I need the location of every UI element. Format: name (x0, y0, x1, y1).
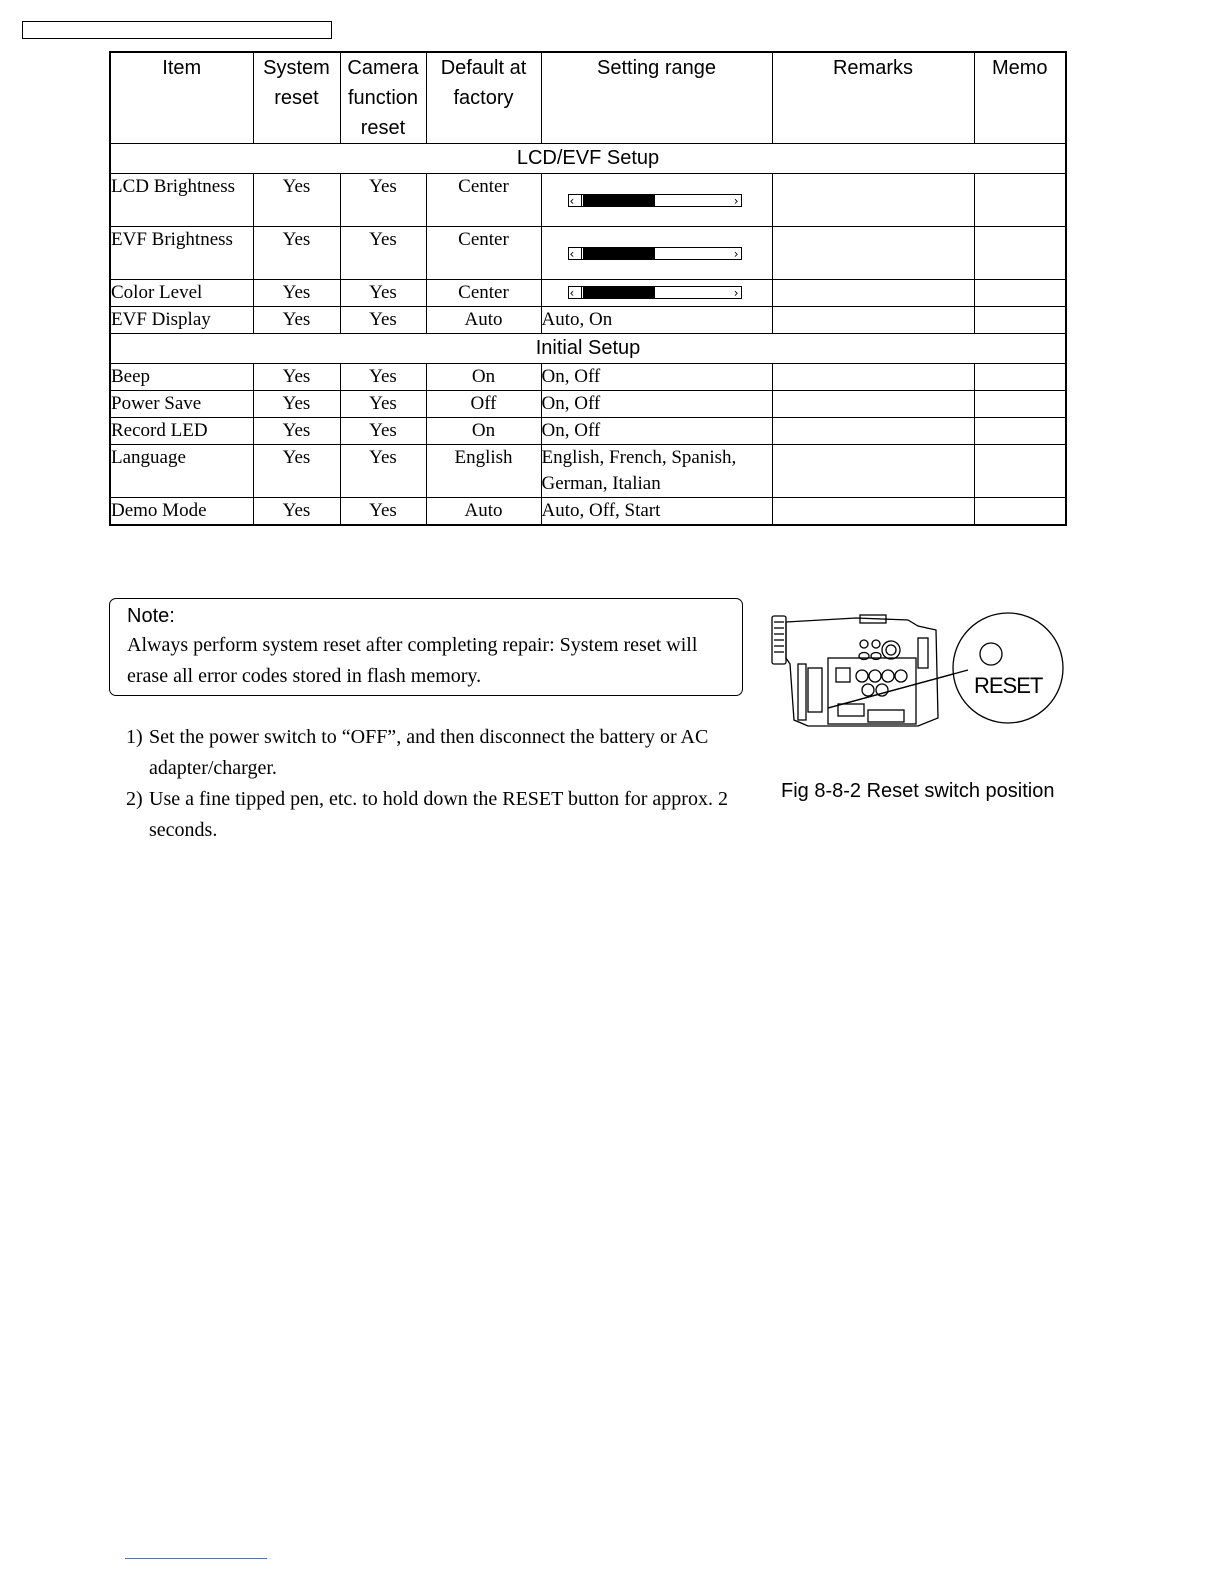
item-cell: Language (110, 445, 253, 498)
table-row (110, 307, 1066, 334)
setting-range-cell: English, French, Spanish, German, Italian (541, 445, 772, 498)
setting-range-cell: Auto, On (541, 307, 772, 334)
system-reset-cell: Yes (253, 498, 340, 526)
setting-range-cell: On, Off (541, 364, 772, 391)
setting-range-cell: On, Off (541, 391, 772, 418)
default-cell: Off (426, 391, 541, 418)
slider-fill (583, 287, 655, 298)
default-cell: Auto (426, 498, 541, 526)
setting-slider (568, 286, 742, 299)
slider-divider (581, 195, 582, 206)
system-reset-cell: Yes (253, 445, 340, 498)
remarks-cell (772, 174, 974, 227)
column-header: Camera function reset (340, 52, 426, 144)
column-header: System reset (253, 52, 340, 144)
setting-slider (568, 247, 742, 260)
column-header: Default at factory (426, 52, 541, 144)
step-number: 2) (126, 788, 143, 810)
camera-reset-cell: Yes (340, 391, 426, 418)
system-reset-cell: Yes (253, 307, 340, 334)
footer-link-underline[interactable] (125, 1558, 267, 1559)
chevron-left-icon: ‹ (569, 286, 575, 300)
remarks-cell (772, 364, 974, 391)
system-reset-cell: Yes (253, 174, 340, 227)
default-cell: On (426, 418, 541, 445)
setting-range-cell (541, 280, 772, 307)
item-cell: EVF Brightness (110, 227, 253, 280)
slider-fill (583, 195, 655, 206)
camcorder-reset-figure (768, 608, 1068, 733)
table-row (110, 445, 1066, 498)
setting-range-cell: Auto, Off, Start (541, 498, 772, 526)
memo-cell (974, 280, 1066, 307)
item-cell: Record LED (110, 418, 253, 445)
step-text: Use a fine tipped pen, etc. to hold down the RESET button for approx. 2 seconds. (149, 788, 728, 841)
table-row (110, 498, 1066, 526)
chevron-right-icon: › (733, 194, 739, 208)
step-1 (126, 722, 756, 784)
table-row (110, 418, 1066, 445)
note-text: Always perform system reset after completing repair: System reset will erase all error codes stored in flash memory. (127, 634, 698, 687)
slider-fill (583, 248, 655, 259)
memo-cell (974, 445, 1066, 498)
default-cell: Auto (426, 307, 541, 334)
settings-table (109, 51, 1067, 526)
table-row (110, 227, 1066, 280)
system-reset-cell: Yes (253, 391, 340, 418)
default-cell: Center (426, 227, 541, 280)
note-box (109, 598, 743, 696)
setting-range-cell (541, 174, 772, 227)
column-header: Memo (974, 52, 1066, 144)
item-cell: LCD Brightness (110, 174, 253, 227)
system-reset-cell: Yes (253, 364, 340, 391)
camera-reset-cell: Yes (340, 498, 426, 526)
table-row (110, 391, 1066, 418)
remarks-cell (772, 391, 974, 418)
item-cell: Power Save (110, 391, 253, 418)
header-box (22, 21, 332, 39)
chevron-right-icon: › (733, 286, 739, 300)
table-row (110, 280, 1066, 307)
default-cell: Center (426, 174, 541, 227)
item-cell: Color Level (110, 280, 253, 307)
table-body (110, 144, 1066, 526)
section-row (110, 144, 1066, 174)
procedure-steps (126, 722, 756, 846)
reset-callout (828, 613, 1063, 723)
system-reset-cell: Yes (253, 280, 340, 307)
chevron-right-icon: › (733, 247, 739, 261)
table-row (110, 174, 1066, 227)
camera-reset-cell: Yes (340, 418, 426, 445)
item-cell: EVF Display (110, 307, 253, 334)
memo-cell (974, 498, 1066, 526)
default-cell: English (426, 445, 541, 498)
memo-cell (974, 418, 1066, 445)
default-cell: Center (426, 280, 541, 307)
figure-caption: Fig 8-8-2 Reset switch position (781, 780, 1055, 802)
slider-divider (581, 248, 582, 259)
camera-reset-cell: Yes (340, 307, 426, 334)
step-2 (126, 784, 756, 846)
remarks-cell (772, 227, 974, 280)
item-cell: Beep (110, 364, 253, 391)
camera-reset-cell: Yes (340, 445, 426, 498)
chevron-left-icon: ‹ (569, 247, 575, 261)
memo-cell (974, 307, 1066, 334)
camera-reset-cell: Yes (340, 364, 426, 391)
step-text: Set the power switch to “OFF”, and then disconnect the battery or AC adapter/charger. (149, 726, 709, 779)
remarks-cell (772, 418, 974, 445)
section-row (110, 334, 1066, 364)
chevron-left-icon: ‹ (569, 194, 575, 208)
table-row (110, 364, 1066, 391)
section-title: Initial Setup (110, 334, 1066, 364)
system-reset-cell: Yes (253, 227, 340, 280)
remarks-cell (772, 498, 974, 526)
remarks-cell (772, 280, 974, 307)
section-title: LCD/EVF Setup (110, 144, 1066, 174)
camera-reset-cell: Yes (340, 174, 426, 227)
remarks-cell (772, 445, 974, 498)
reset-label: RESET (974, 673, 1043, 698)
camcorder-icon (772, 615, 968, 726)
column-header: Setting range (541, 52, 772, 144)
column-header: Remarks (772, 52, 974, 144)
table-header-row (110, 52, 1066, 144)
slider-divider (581, 287, 582, 298)
memo-cell (974, 364, 1066, 391)
memo-cell (974, 227, 1066, 280)
camera-reset-cell: Yes (340, 227, 426, 280)
camera-reset-cell: Yes (340, 280, 426, 307)
note-title: Note: (127, 605, 175, 627)
setting-range-cell (541, 227, 772, 280)
setting-range-cell: On, Off (541, 418, 772, 445)
column-header: Item (110, 52, 253, 144)
remarks-cell (772, 307, 974, 334)
memo-cell (974, 174, 1066, 227)
memo-cell (974, 391, 1066, 418)
item-cell: Demo Mode (110, 498, 253, 526)
system-reset-cell: Yes (253, 418, 340, 445)
default-cell: On (426, 364, 541, 391)
step-number: 1) (126, 726, 143, 748)
setting-slider (568, 194, 742, 207)
